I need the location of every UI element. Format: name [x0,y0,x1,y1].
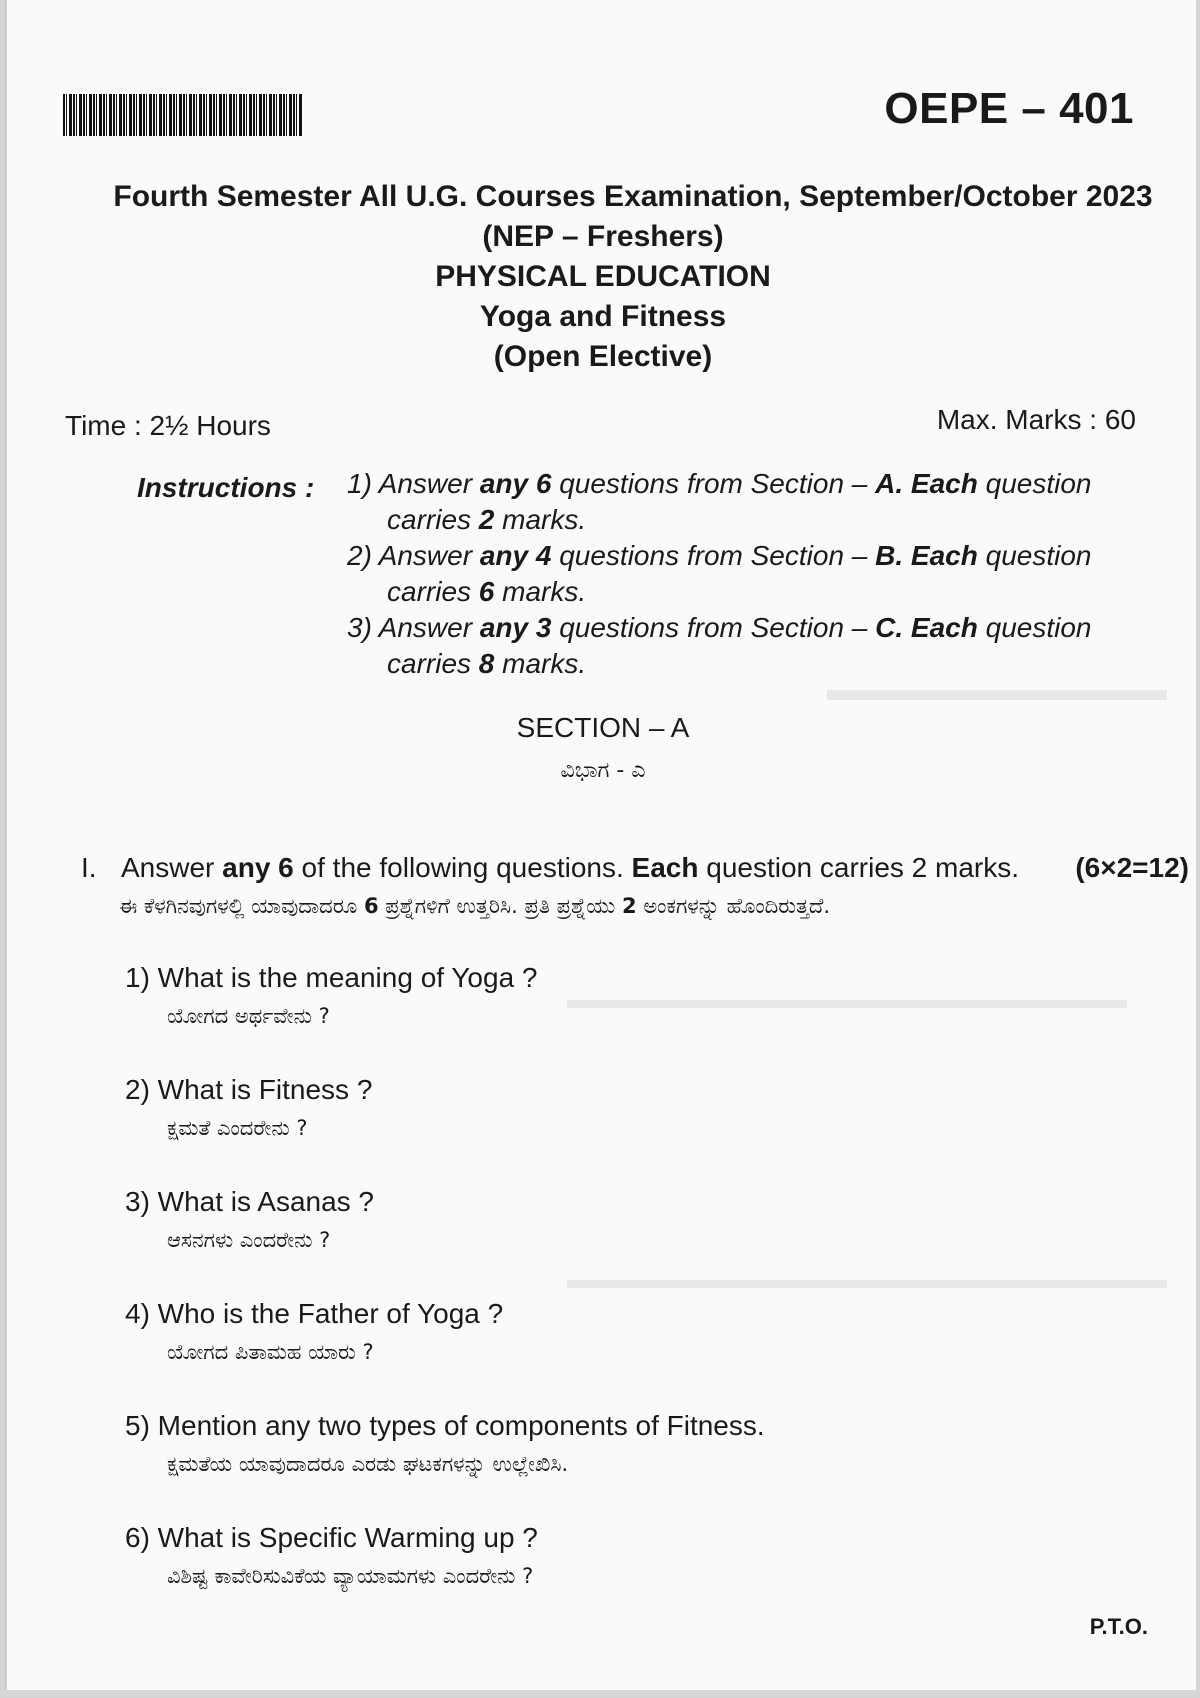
question-item [125,1410,765,1477]
barcode [63,94,303,136]
question-text-kannada: ವಿಶಿಷ್ಟ ಕಾವೇರಿಸುವಿಕೆಯ ವ್ಯಾಯಾಮಗಳು ಎಂದರೇನು ? [167,1564,534,1588]
main-question-kannada: ಈ ಕೆಳಗಿನವುಗಳಲ್ಲಿ ಯಾವುದಾದರೂ 6 ಪ್ರಶ್ನೆಗಳಿಗೆ ಉತ್ತರಿಸಿ. ಪ್ರತಿ ಪ್ರಶ್ನೆಯು 2 ಅಂಕಗಳನ್ನು ಹೊಂದಿರುತ್ತದೆ. [119,894,831,918]
section-title-kannada: ವಿಭಾಗ - ಎ [560,758,646,783]
question-item [125,1522,538,1589]
question-text-kannada: ಯೋಗದ ಅರ್ಥವೇನು ? [167,1004,330,1028]
pto-label: P.T.O. [1089,1614,1148,1639]
question-text-kannada: ಕ್ಷಮತೆ ಎಂದರೇನು ? [167,1116,308,1140]
marks-allocation: (6×2=12) [1075,852,1189,883]
question-text: 3) What is Asanas ? [125,1186,375,1217]
exam-page [4,0,1196,1690]
bleed-through [567,1280,1167,1288]
question-text: 6) What is Specific Warming up ? [125,1522,538,1553]
time-allowed: Time : 2½ Hours [65,410,271,441]
instruction-item: 3) Answer any 3 questions from Section – C. Each question carries 8 marks. [347,612,1092,679]
exam-title: Fourth Semester All U.G. Courses Examination, September/October 2023 [113,180,1153,213]
main-question-number: I. [81,852,97,883]
question-item [125,1074,372,1141]
question-text: 2) What is Fitness ? [125,1074,373,1105]
question-item [125,1298,503,1365]
question-item [125,1186,374,1253]
question-text-kannada: ಆಸನಗಳು ಎಂದರೇನು ? [167,1228,331,1252]
max-marks: Max. Marks : 60 [936,404,1136,435]
paper-name: Yoga and Fitness [479,300,727,333]
instruction-item: 1) Answer any 6 questions from Section – A. Each question carries 2 marks. [347,468,1092,535]
bleed-through [827,690,1167,700]
instruction-item: 2) Answer any 4 questions from Section – B. Each question carries 6 marks. [347,540,1092,607]
bleed-through [567,1000,1127,1008]
question-text: 4) Who is the Father of Yoga ? [125,1298,504,1329]
question-text: 5) Mention any two types of components of Fitness. [125,1410,765,1441]
main-question-text: Answer any 6 of the following questions. Each question carries 2 marks. [121,852,1020,883]
question-item [125,962,538,1029]
scheme: (NEP – Freshers) [482,220,724,253]
instructions-label: Instructions : [137,472,315,503]
question-text-kannada: ಯೋಗದ ಪಿತಾಮಹ ಯಾರು ? [167,1340,374,1364]
subject: PHYSICAL EDUCATION [435,260,771,293]
section-title: SECTION – A [516,712,690,743]
question-text-kannada: ಕ್ಷಮತೆಯ ಯಾವುದಾದರೂ ಎರಡು ಘಟಕಗಳನ್ನು ಉಲ್ಲೇಖಿಸಿ. [167,1452,569,1476]
question-text: 1) What is the meaning of Yoga ? [125,962,538,993]
paper-code: OEPE – 401 [884,84,1134,133]
paper-category: (Open Elective) [493,340,713,373]
